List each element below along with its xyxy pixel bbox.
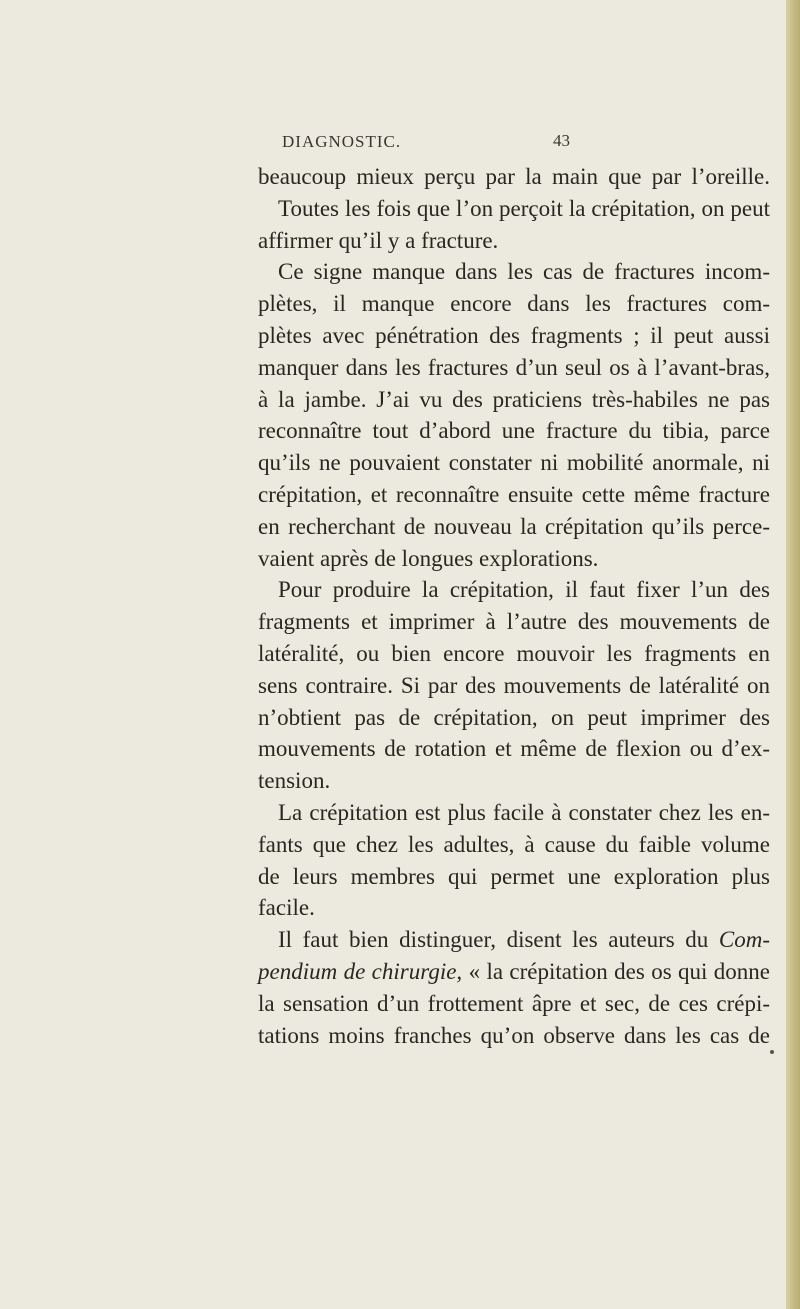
text-line: [258, 924, 770, 956]
page-number: 43: [553, 131, 570, 150]
italic-title: pendium de chirurgie,: [258, 958, 463, 984]
italic-title: Com-: [718, 927, 770, 953]
text-line: plètes, il manque encore dans les fractures com-: [258, 291, 770, 317]
text-run: Il faut bien distinguer, disent les auteurs du: [278, 927, 709, 953]
paper-speck: [770, 1050, 774, 1054]
text-line: facile.: [258, 895, 315, 921]
text-line: vaient après de longues explorations.: [258, 545, 599, 571]
text-line: la sensation d’un frottement âpre et sec, de ces crépi-: [258, 990, 770, 1016]
text-line: n’obtient pas de crépitation, on peut imprimer des: [258, 704, 770, 730]
text-line: tension.: [258, 768, 331, 794]
text-line: Pour produire la crépitation, il faut fixer l’un des: [278, 577, 770, 603]
text-line: reconnaître tout d’abord une fracture du tibia, parce: [258, 418, 770, 444]
text-line: [258, 956, 770, 988]
text-run: « la crépitation des os qui donne: [468, 958, 771, 984]
text-line: tations moins franches qu’on observe dans les cas de: [258, 1022, 770, 1048]
body-text: [258, 161, 770, 1051]
running-title: DIAGNOSTIC.: [282, 132, 402, 151]
text-line: qu’ils ne pouvaient constater ni mobilité anormale, ni: [258, 450, 770, 476]
page-header: [0, 132, 786, 162]
binding-edge: [786, 0, 800, 1309]
text-line: plètes avec pénétration des fragments ; il peut aussi: [258, 322, 770, 348]
text-line: manquer dans les fractures d’un seul os à l’avant-bras,: [258, 354, 770, 380]
text-line: Ce signe manque dans les cas de fractures incom-: [278, 259, 770, 285]
text-line: sens contraire. Si par des mouvements de latéralité on: [258, 672, 770, 698]
text-line: affirmer qu’il y a fracture.: [258, 227, 499, 253]
text-line: crépitation, et reconnaître ensuite cette même fracture: [258, 481, 770, 507]
text-line: de leurs membres qui permet une exploration plus: [258, 863, 770, 889]
text-line: fragments et imprimer à l’autre des mouvements de: [258, 609, 770, 635]
text-line: mouvements de rotation et même de flexion ou d’ex-: [258, 736, 770, 762]
text-line: en recherchant de nouveau la crépitation qu’ils perce-: [258, 513, 770, 539]
text-line: beaucoup mieux perçu par la main que par l’oreille.: [258, 164, 770, 189]
text-line: Toutes les fois que l’on perçoit la crépitation, on peut: [278, 195, 770, 221]
text-line: à la jambe. J’ai vu des praticiens très-habiles ne pas: [258, 386, 770, 412]
text-line: La crépitation est plus facile à constater chez les en-: [278, 799, 770, 825]
text-line: latéralité, ou bien encore mouvoir les fragments en: [258, 640, 770, 666]
text-line: fants que chez les adultes, à cause du faible volume: [258, 831, 770, 857]
